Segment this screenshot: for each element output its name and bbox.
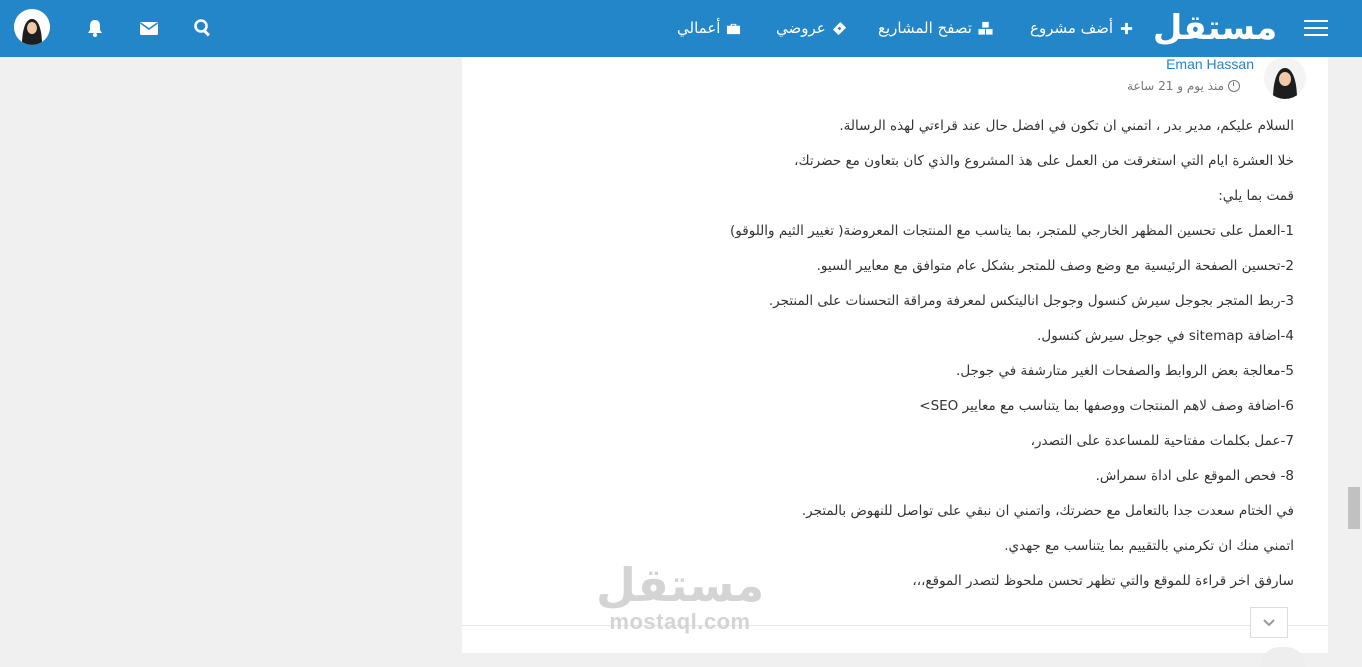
scrollbar-thumb[interactable] bbox=[1348, 487, 1360, 529]
message-line: سارفق اخر قراءة للموقع والتي تظهر تحسن ملحوظ لتصدر الموقع،،، bbox=[912, 573, 1294, 589]
nav-my-works[interactable] bbox=[677, 0, 741, 57]
message-line: 7-عمل بكلمات مفتاحية للمساعدة على التصدر، bbox=[1030, 433, 1294, 449]
next-avatar bbox=[1260, 647, 1306, 667]
author-name[interactable]: Eman Hassan bbox=[1166, 56, 1254, 72]
watermark-url: mostaql.com bbox=[609, 609, 751, 634]
message-body bbox=[494, 118, 1294, 612]
message-line: 5-معالجة بعض الروابط والصفحات الغير متارشفة في جوجل. bbox=[956, 363, 1294, 379]
message-line: 6-اضافة وصف لاهم المنتجات ووصفها بما يتناسب مع معايير SEO> bbox=[919, 398, 1294, 414]
nav-add-project-label: أضف مشروع bbox=[1030, 19, 1114, 37]
message-line: 3-ربط المتجر بجوجل سيرش كنسول وجوجل اناليتكس لمعرفة ومراقة التحسنات على المنتجر. bbox=[768, 293, 1294, 309]
brand-logo[interactable]: مستقل bbox=[1152, 8, 1278, 48]
message-line: اتمني منك ان تكرمني بالتقييم بما يتناسب مع جهدي. bbox=[1004, 538, 1294, 554]
cubes-icon bbox=[978, 21, 993, 36]
plus-icon bbox=[1119, 21, 1134, 36]
envelope-icon[interactable] bbox=[139, 18, 159, 38]
author-avatar[interactable] bbox=[1264, 57, 1306, 99]
nav-browse-projects[interactable] bbox=[878, 0, 993, 57]
nav-my-works-label: أعمالي bbox=[677, 19, 721, 37]
top-navbar bbox=[0, 0, 1362, 57]
message-card bbox=[462, 57, 1328, 653]
menu-icon[interactable] bbox=[1304, 20, 1328, 38]
chevron-down-icon bbox=[1262, 617, 1276, 629]
message-line: 4-اضافة sitemap في جوجل سيرش كنسول. bbox=[1037, 328, 1294, 344]
clock-icon bbox=[1228, 80, 1240, 92]
nav-my-offers[interactable] bbox=[776, 0, 847, 57]
bell-icon[interactable] bbox=[85, 18, 105, 38]
message-line: 2-تحسين الصفحة الرئيسية مع وضع وصف للمتجر بشكل عام متوافق مع معايير السيو. bbox=[816, 258, 1294, 274]
message-line: 8- فحص الموقع على اداة سمراش. bbox=[1095, 468, 1294, 484]
watermark-logo: مستقل bbox=[596, 558, 765, 612]
ticket-icon bbox=[832, 21, 847, 36]
message-line: قمت بما يلي: bbox=[1218, 188, 1294, 204]
watermark bbox=[596, 560, 764, 640]
nav-add-project[interactable] bbox=[1030, 0, 1134, 57]
message-line: 1-العمل على تحسين المظهر الخارجي للمتجر، بما يتاسب مع المنتجات المعروضة( تغيير الثيم واللوقو) bbox=[730, 223, 1294, 239]
message-line: في الختام سعدت جدا بالتعامل مع حضرتك، واتمني ان نبقي على تواصل للنهوض بالمتجر. bbox=[801, 503, 1294, 519]
divider bbox=[462, 625, 1328, 626]
briefcase-icon bbox=[726, 21, 741, 36]
search-icon[interactable] bbox=[193, 18, 213, 38]
nav-browse-projects-label: تصفح المشاريع bbox=[878, 19, 972, 37]
message-line: خلا العشرة ايام التي استغرقت من العمل على هذ المشروع والذي كان بتعاون مع حضرتك، bbox=[794, 153, 1294, 169]
message-timestamp bbox=[1127, 79, 1240, 93]
nav-my-offers-label: عروضي bbox=[776, 19, 826, 37]
timestamp-text: منذ يوم و 21 ساعة bbox=[1127, 79, 1224, 93]
collapse-button[interactable] bbox=[1250, 607, 1288, 638]
user-avatar[interactable] bbox=[14, 9, 50, 45]
message-line: السلام عليكم، مدير بدر ، اتمني ان تكون في افضل حال عند قراءتي لهذه الرسالة. bbox=[839, 118, 1294, 134]
